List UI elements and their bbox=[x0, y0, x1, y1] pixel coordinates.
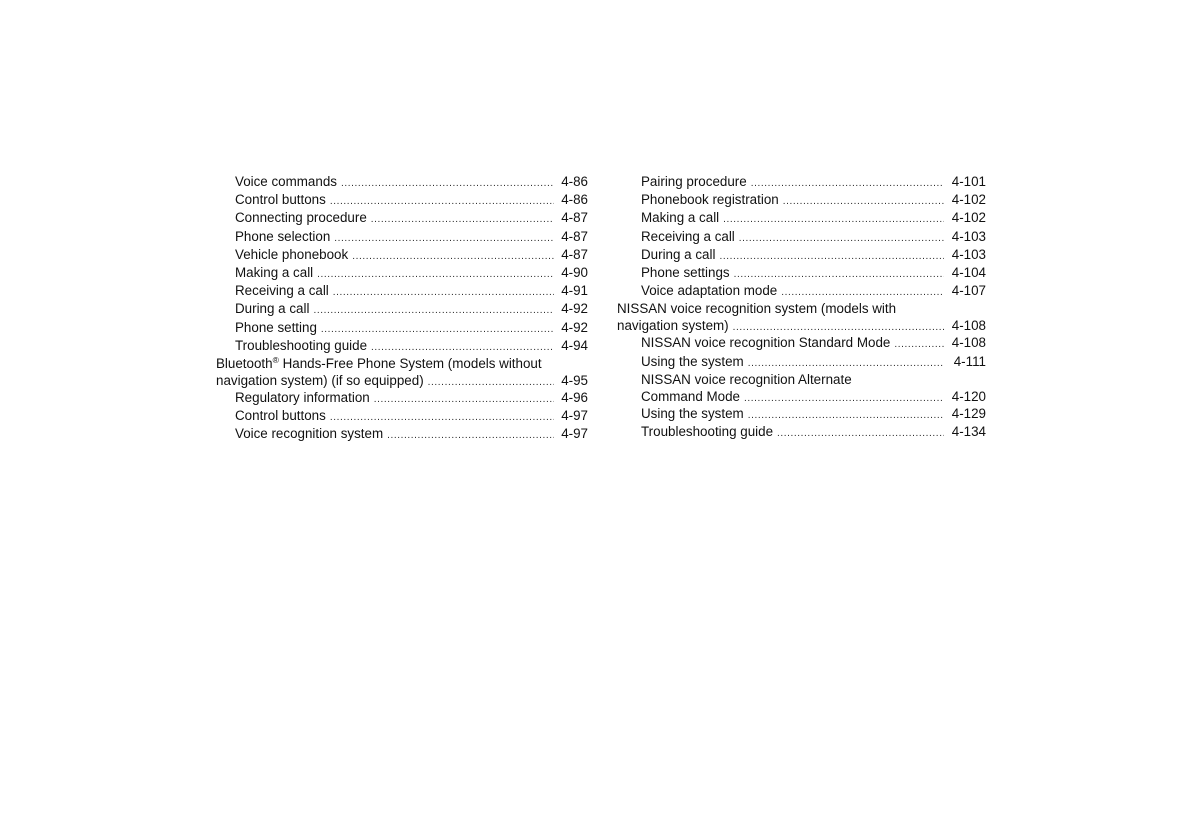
toc-entry[interactable]: During a call ..... 4-92 bbox=[216, 300, 588, 318]
toc-entry[interactable]: Voice commands ..... 4-86 bbox=[216, 173, 588, 191]
section-title-line2: navigation system) (if so equipped) ..... 4-95 bbox=[216, 372, 588, 389]
toc-entry[interactable]: Vehicle phonebook ..... 4-87 bbox=[216, 246, 588, 264]
section-title-line2: navigation system) ..... 4-108 bbox=[617, 317, 986, 334]
leader-dots bbox=[371, 211, 554, 229]
leader-dots bbox=[748, 355, 944, 373]
leader-dots bbox=[723, 211, 944, 229]
toc-entry[interactable]: Voice recognition system ..... 4-97 bbox=[216, 425, 588, 443]
toc-entry[interactable]: Control buttons ..... 4-86 bbox=[216, 191, 588, 209]
toc-entry[interactable]: During a call ..... 4-103 bbox=[617, 246, 986, 264]
toc-entry[interactable]: Phonebook registration ..... 4-102 bbox=[617, 191, 986, 209]
toc-entry[interactable]: Control buttons ..... 4-97 bbox=[216, 407, 588, 425]
toc-entry[interactable]: Phone selection ..... 4-87 bbox=[216, 228, 588, 246]
toc-entry[interactable]: Troubleshooting guide ..... 4-134 bbox=[617, 423, 986, 441]
registered-mark: ® bbox=[272, 354, 279, 365]
leader-dots bbox=[341, 175, 554, 193]
toc-entry-alternate-mode[interactable]: NISSAN voice recognition Alternate Command Mode ..... 4-120 bbox=[617, 371, 986, 405]
toc-entry[interactable]: Connecting procedure ..... 4-87 bbox=[216, 209, 588, 227]
leader-dots bbox=[428, 374, 554, 391]
toc-entry[interactable]: Making a call ..... 4-90 bbox=[216, 264, 588, 282]
leader-dots bbox=[719, 248, 944, 266]
leader-dots bbox=[313, 302, 554, 320]
toc-entry[interactable]: NISSAN voice recognition Standard Mode ..... 4-108 bbox=[617, 334, 986, 352]
toc-entry[interactable]: Regulatory information ..... 4-96 bbox=[216, 389, 588, 407]
leader-dots bbox=[317, 266, 554, 284]
toc-entry[interactable]: Using the system ..... 4-129 bbox=[617, 405, 986, 423]
toc-left-column bbox=[216, 173, 588, 443]
toc-entry[interactable]: Voice adaptation mode ..... 4-107 bbox=[617, 282, 986, 300]
toc-entry[interactable]: Pairing procedure ..... 4-101 bbox=[617, 173, 986, 191]
toc-entry[interactable]: Phone settings ..... 4-104 bbox=[617, 264, 986, 282]
section-title-line1: Bluetooth® Hands-Free Phone System (models without bbox=[216, 354, 542, 371]
leader-dots bbox=[352, 248, 554, 266]
leader-dots bbox=[374, 391, 554, 409]
toc-entry[interactable]: Phone setting ..... 4-92 bbox=[216, 319, 588, 337]
toc-entry[interactable]: Receiving a call ..... 4-91 bbox=[216, 282, 588, 300]
leader-dots bbox=[777, 425, 944, 443]
leader-dots bbox=[783, 193, 944, 211]
leader-dots bbox=[751, 175, 944, 193]
leader-dots bbox=[333, 284, 554, 302]
toc-entry[interactable]: Troubleshooting guide ..... 4-94 bbox=[216, 337, 588, 355]
leader-dots bbox=[739, 230, 944, 248]
toc-entry[interactable]: Receiving a call ..... 4-103 bbox=[617, 228, 986, 246]
leader-dots bbox=[894, 336, 944, 354]
leader-dots bbox=[334, 230, 554, 248]
section-title-line1: NISSAN voice recognition system (models with bbox=[617, 301, 897, 317]
toc-section-bluetooth[interactable] bbox=[216, 355, 588, 389]
leader-dots bbox=[387, 427, 554, 445]
toc-right-column bbox=[617, 173, 986, 441]
toc-section-nissan-voice[interactable] bbox=[617, 300, 986, 334]
leader-dots bbox=[748, 407, 944, 425]
toc-entry[interactable]: Using the system ..... 4-111 bbox=[617, 353, 986, 371]
toc-entry[interactable]: Making a call ..... 4-102 bbox=[617, 209, 986, 227]
leader-dots bbox=[744, 390, 944, 407]
